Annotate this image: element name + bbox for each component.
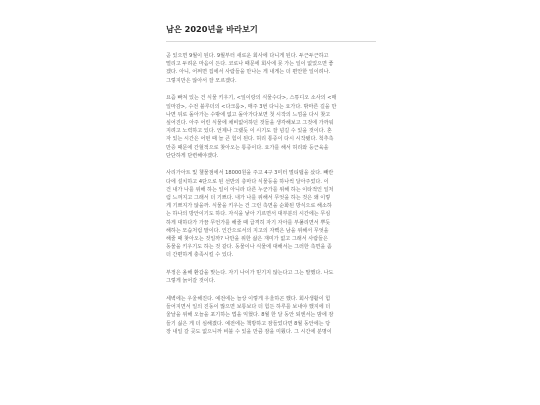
paragraph-line: 요즘 빠져 있는 건 식물 키우기, <잎이랑의 식물수다>, 스튜디오 소사의 <매: [166, 95, 337, 102]
paragraph: [166, 269, 376, 285]
paragraph-line: 해하는 모습처럼 말이다. 인간으로서의 지고의 자뻑은 남을 위해서 무엇을: [166, 227, 329, 234]
paragraph-line: 더 간편하게 충족시킬 수 있다.: [166, 252, 234, 259]
paragraph-line: 세벽에는 우울해진다. 예전에는 늘상 이렇게 우울하곤 했다. 회사생활이 힘: [166, 296, 331, 303]
paragraph-line: 싶어진다. 아주 어린 식물에 채비없어하던 것들을 생각해보고 그것에 가까워: [166, 119, 334, 126]
paragraph-line: 나면 뒤로 돌아가는 수밖에 없고 돌아가다보면 첫 시작의 느낌을 다시 찾고: [166, 111, 331, 118]
paragraph-line: 만증 때문에 간헐적으로 찾아오는 통증이다. 요가를 해서 허리와 등근육을: [166, 144, 329, 151]
title-divider: [166, 41, 376, 42]
paragraph-line: 해줄 때 찾아오는 것일까? 나만을 위한 삶은 재미가 없고 그래서 사람들은: [166, 236, 328, 243]
paragraph-line: 부정은 올해 환갑을 맞는다. 자기 나이가 믿기지 않는다고 그는 말했다. 나도: [166, 270, 334, 277]
paragraph-line: 게 기쁘지가 않을까. 식물을 키우는 건 그런 측면을 순화된 방식으로 해소하: [166, 203, 332, 210]
paragraph-line: 지려고 노력하고 있다. 언제나 그랬듯 이 시기도 잘 넘길 수 있을 것이다. 혼: [166, 128, 332, 135]
paragraph: [166, 295, 376, 336]
paragraph-line: 떨리고 두려운 마음이 든다. 코로나 때문에 회사에 못 가는 일이 없었으면 좋: [166, 61, 334, 68]
paragraph-line: 사리가아트 및 첼물점에서 18000원을 주고 4구 3미터 멀티탭을 샀다. 빼란: [166, 170, 334, 177]
paragraph-line: 는 하나의 방안이기도 하다. 자식을 낳아 기르면서 대부분의 시간에는 무심: [166, 211, 331, 218]
paragraph-line: 그렇게 늙어갈 것이다.: [166, 278, 216, 285]
paragraph-line: 그렇지만은 않아서 잘 모르겠다.: [166, 77, 237, 84]
paragraph-line: 장 내일 갈 곳도 없으니까 비블 수 있을 만큼 잠을 미뤘다. 그 시간에 분명이: [166, 328, 332, 335]
paragraph-line: 건 내가 나를 위해 하는 일이 아니라 다른 누군가를 위해 하는 이타적인 일처: [166, 186, 334, 193]
article-title: 남은 2020년을 바라보기: [166, 24, 258, 34]
paragraph-line: 울날을 위해 오늘을 포기하는 법을 익혔다. 8월 한 달 동안 퇴엔서는 밤에 잠: [166, 312, 334, 319]
article: [166, 24, 376, 346]
paragraph-line: 자 있는 시간은 어떤 때 늘 큰 힘이 된다. 허리 통증이 다시 시작됐다. 척추측: [166, 136, 334, 143]
paragraph: [166, 52, 376, 85]
paragraph-line: 럼 느껴지고 그래서 더 기쁘다. 내가 나를 위해서 무엇을 하는 것은 왜 이렇: [166, 195, 331, 202]
paragraph-line: 단단하게 단련해야겠다.: [166, 152, 219, 159]
paragraph-line: 곧 있으면 9월이 된다. 9월부터 새로운 회사에 다니게 된다. 두근두근하고: [166, 53, 329, 59]
paragraph-line: 일마감>, 수전 블루더의 <다크룸>, 매주 3번 다니는 요가다. 밖마른 길을 만: [166, 103, 337, 110]
paragraph: [166, 169, 376, 259]
paragraph-line: 하게 대하다가 가끔 무언가를 해줄 때 급격히 자기 자아를 부풀리면서 뿌듯: [166, 219, 331, 226]
paragraph-line: 다에 설치하고 4단으로 된 선반의 층마다 식물등을 하나씩 달아주었다. 이: [166, 178, 329, 185]
paragraph-line: 들어지면서 일의 진동이 많으면 보통보다 더 힘든 하루를 보내야 했지에 더: [166, 304, 331, 311]
paragraph-line: 겠다. 아니, 어쩌면 집에서 사람들을 만나는 게 내게는 더 편안한 일이려나.: [166, 69, 331, 76]
paragraph-line: 들기 싫은 게 더 심해졌다. 예전에는 책방하고 잠들었다면 8월 동안에는 당: [166, 320, 331, 327]
paragraph-line: 동물을 키우기도 하는 것 같다. 동물이나 식물에 대해서는 그러한 측면을 좀: [166, 244, 332, 251]
paragraph: [166, 94, 376, 160]
article-body: [166, 52, 376, 336]
